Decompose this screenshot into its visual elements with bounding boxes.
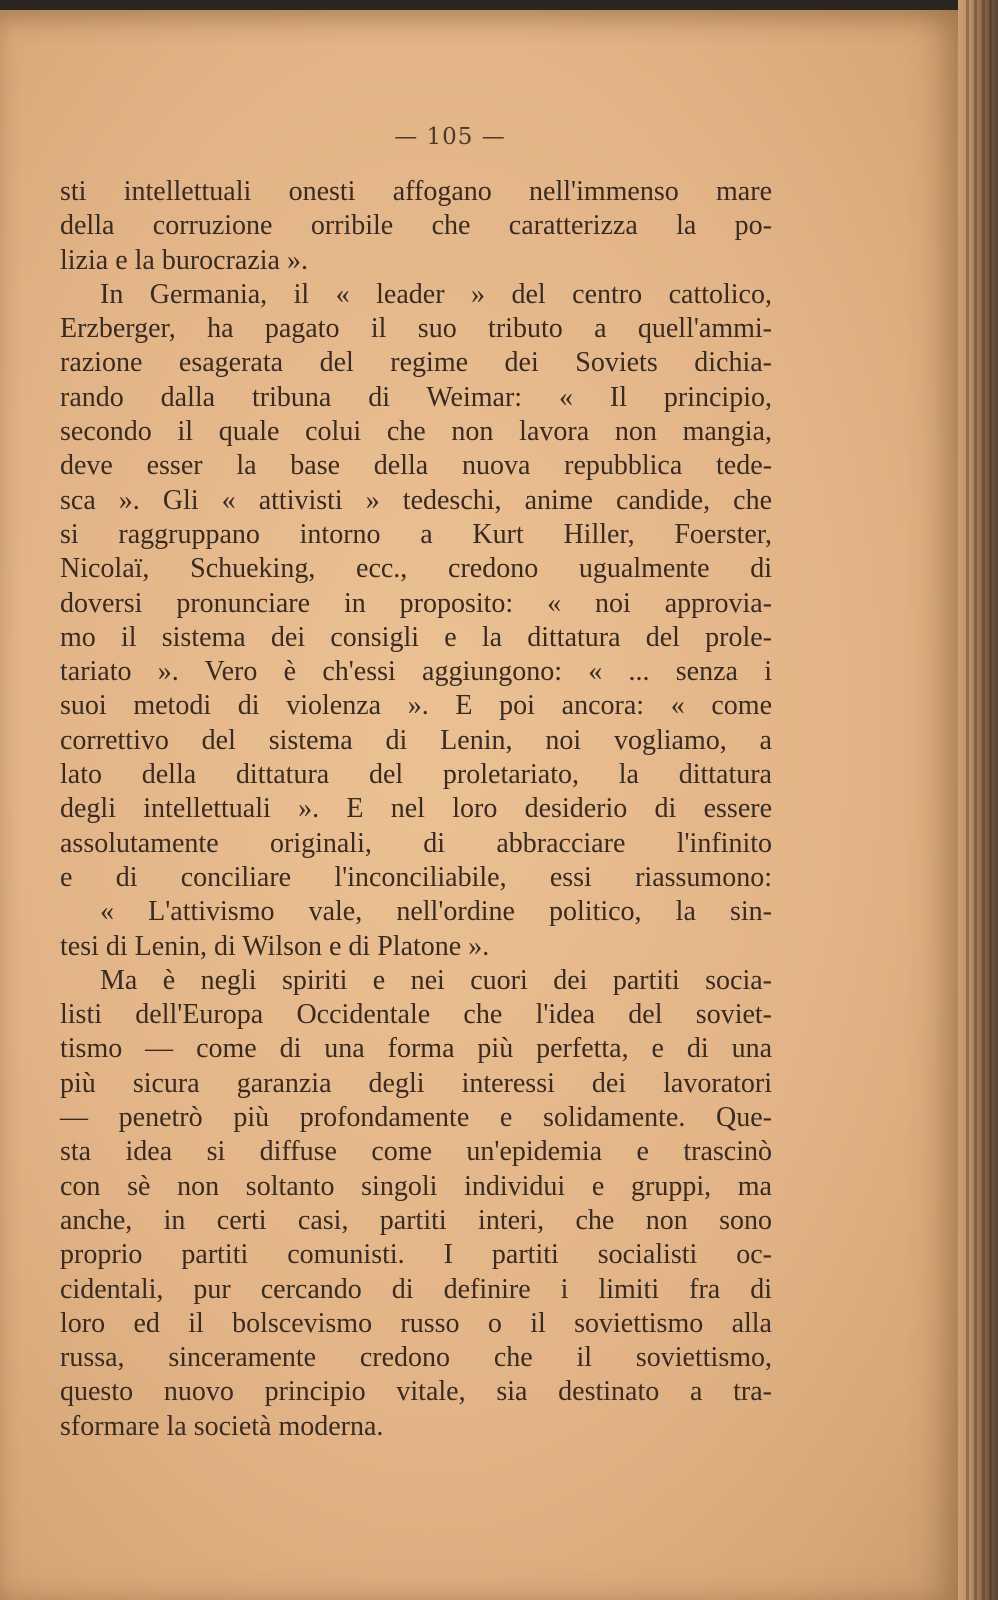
text-line: proprio partiti comunisti. I partiti socialisti oc-	[60, 1239, 772, 1271]
text-line: cidentali, pur cercando di definire i limiti fra di	[60, 1273, 772, 1305]
text-line: con sè non soltanto singoli individui e gruppi, ma	[60, 1170, 772, 1202]
text-line: correttivo del sistema di Lenin, noi vogliamo, a	[60, 724, 772, 756]
text-line: più sicura garanzia degli interessi dei lavoratori	[60, 1067, 772, 1099]
text-line: questo nuovo principio vitale, sia destinato a tra-	[60, 1376, 772, 1408]
text-line: secondo il quale colui che non lavora non mangia,	[60, 416, 772, 448]
body-text	[60, 175, 772, 1444]
text-line: assolutamente originali, di abbracciare l'infinito	[60, 827, 772, 859]
text-line: tesi di Lenin, di Wilson e di Platone ».	[60, 930, 490, 962]
text-line: sformare la società moderna.	[60, 1410, 384, 1442]
text-line: Ma è negli spiriti e nei cuori dei partiti socia-	[100, 964, 772, 996]
text-line: mo il sistema dei consigli e la dittatura del prole-	[60, 621, 772, 653]
text-line: e di conciliare l'inconciliabile, essi riassumono:	[60, 861, 772, 893]
text-line: deve esser la base della nuova repubblica tede-	[60, 450, 772, 482]
text-line: doversi pronunciare in proposito: « noi approvia-	[60, 587, 772, 619]
text-line: degli intellettuali ». E nel loro desiderio di essere	[60, 793, 772, 825]
text-line: suoi metodi di violenza ». E poi ancora: « come	[60, 690, 772, 722]
text-line: si raggruppano intorno a Kurt Hiller, Foerster,	[60, 518, 772, 550]
text-line: rando dalla tribuna di Weimar: « Il principio,	[60, 381, 772, 413]
text-line: tariato ». Vero è ch'essi aggiungono: « ... senza i	[60, 656, 772, 688]
text-line: della corruzione orribile che caratterizza la po-	[60, 210, 772, 242]
page-number: — 105 —	[394, 124, 506, 150]
text-line: loro ed il bolscevismo russo o il soviettismo alla	[60, 1307, 772, 1339]
book-page	[0, 10, 958, 1600]
text-line: lizia e la burocrazia ».	[60, 244, 308, 276]
text-line: anche, in certi casi, partiti interi, che non sono	[60, 1204, 772, 1236]
text-line: russa, sinceramente credono che il soviettismo,	[60, 1342, 772, 1374]
page-edge-stack	[958, 0, 998, 1600]
text-line: Nicolaï, Schueking, ecc., credono ugualmente di	[60, 553, 772, 585]
text-line: razione esagerata del regime dei Soviets dichia-	[60, 347, 772, 379]
text-line: lato della dittatura del proletariato, la dittatura	[60, 759, 772, 791]
text-line: sca ». Gli « attivisti » tedeschi, anime candide, che	[60, 484, 772, 516]
text-line: Erzberger, ha pagato il suo tributo a quell'ammi-	[60, 313, 772, 345]
text-line: In Germania, il « leader » del centro cattolico,	[100, 278, 772, 310]
text-line: listi dell'Europa Occidentale che l'idea del soviet-	[60, 999, 772, 1031]
text-line: sti intellettuali onesti affogano nell'immenso mare	[60, 176, 772, 207]
text-line: « L'attivismo vale, nell'ordine politico, la sin-	[100, 896, 772, 928]
text-line: — penetrò più profondamente e solidamente. Que-	[60, 1102, 772, 1134]
text-line: sta idea si diffuse come un'epidemia e trascinò	[60, 1136, 772, 1168]
text-line: tismo — come di una forma più perfetta, e di una	[60, 1033, 772, 1065]
